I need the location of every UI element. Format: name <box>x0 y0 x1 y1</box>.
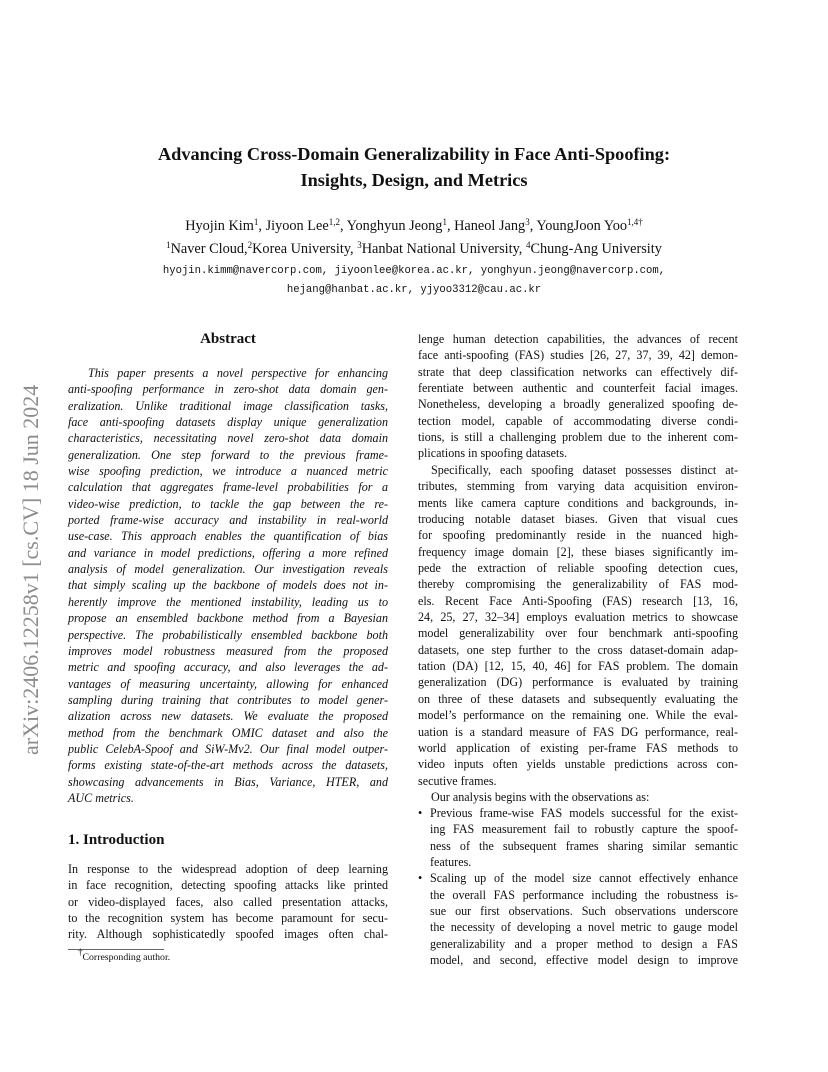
body-line: 24, 25, 27, 32–34] employs evaluation metrics to showcase <box>418 610 738 625</box>
author-block <box>60 215 768 261</box>
list-item-line: features. <box>430 855 472 870</box>
body-line: face anti-spoofing (FAS) studies [26, 27, 37, 39, 42] demon- <box>418 348 738 363</box>
author-separator: , <box>529 218 537 234</box>
abstract-heading: Abstract <box>200 331 256 347</box>
author-names <box>60 215 768 238</box>
abstract-line: eralization. Unlike traditional image classification tasks, <box>68 398 388 413</box>
introduction-paragraph <box>418 789 738 805</box>
abstract-line: This paper presents a novel perspective for enhancing <box>88 366 388 380</box>
abstract-body <box>68 365 388 806</box>
email-line: hejang@hanbat.ac.kr, yjyoo3312@cau.ac.kr <box>286 284 542 296</box>
abstract-line: characteristics, necessitating novel zero-shot data domain <box>68 431 388 446</box>
affiliation-separator: , <box>350 241 358 257</box>
body-line: tection model, capable of accommodating diverse condi- <box>418 413 738 428</box>
abstract-line: wise spoofing prediction, we introduce a nuanced metric <box>68 464 388 479</box>
abstract-line: use-case. This approach enables the quantification of bias <box>68 529 388 544</box>
abstract-line: alization across new datasets. We evaluate the proposed <box>68 709 388 724</box>
author-separator: , <box>258 218 266 234</box>
body-line: or video-displayed faces, also called presentation attacks, <box>68 894 388 909</box>
abstract-line: video-wise prediction, to tackle the gap between the re- <box>68 496 388 511</box>
author-affiliation-mark: 1,2 <box>328 217 340 227</box>
author-separator: , <box>446 218 455 234</box>
abstract-line: ported frame-wise accuracy and instability in real-world <box>68 513 388 528</box>
author-affiliations <box>60 238 768 261</box>
abstract-line: public CelebA-Spoof and SiW-Mv2. Our final model outper- <box>68 741 388 756</box>
body-line: to the recognition system has become paramount for secu- <box>68 911 388 926</box>
abstract-line: that simply scaling up the backbone of models does not in- <box>68 578 388 593</box>
abstract-line: forms existing state-of-the-art methods across the datasets, <box>68 758 388 773</box>
abstract-line: anti-spoofing performance in zero-shot data domain gen- <box>68 382 388 397</box>
author-name: Yonghyun Jeong <box>346 218 443 234</box>
body-line: secutive frames. <box>418 773 497 788</box>
abstract-line: and variance in model predictions, offering a more refined <box>68 545 388 560</box>
author-affiliation-mark: 3 <box>525 217 530 227</box>
affiliation-separator: , <box>518 241 526 257</box>
affiliation-name: Hanbat National University <box>361 241 519 257</box>
body-line: Nonetheless, developing a broadly generalized spoofing de- <box>418 397 738 412</box>
footnote-text: Corresponding author. <box>82 952 171 963</box>
introduction-paragraph <box>418 462 738 789</box>
list-item-line: Scaling up of the model size cannot effectively enhance <box>430 871 738 886</box>
body-line: tions, is still a challenging problem due to the inherent com- <box>418 430 738 445</box>
arxiv-identifier: arXiv:2406.12258v1 [cs.CV] 18 Jun 2024 <box>18 384 43 755</box>
body-line: strate that deep classification networks can effectively dif- <box>418 364 738 379</box>
body-line: In response to the widespread adoption of deep learning <box>68 862 388 876</box>
body-line: frequency image domain [2], these biases significantly im- <box>418 544 738 559</box>
abstract-line: sampling during training that contributes to model gener- <box>68 692 388 707</box>
body-line: lenge human detection capabilities, the advances of recent <box>418 332 738 346</box>
list-item-line: the necessity of developing a novel metric to gauge model <box>430 920 738 935</box>
list-item-line: the overall FAS performance including the robustness is- <box>430 887 738 902</box>
list-item-line: generalizability and a proper method to design a FAS <box>430 936 738 951</box>
affiliation-name: Naver Cloud <box>170 241 245 257</box>
list-item-line: model, and second, effective model design to improve <box>430 953 738 968</box>
section-heading-introduction: 1. Introduction <box>68 832 165 848</box>
author-affiliation-mark: 1 <box>442 217 447 227</box>
abstract-line: propose an ensembled backbone method from a Bayesian <box>68 611 388 626</box>
body-line: world application of existing per-frame FAS methods to <box>418 740 738 755</box>
body-line: model generalizability over four benchmark anti-spoofing <box>418 626 738 641</box>
body-line: ments like camera capture conditions and backgrounds, in- <box>418 495 738 510</box>
affiliation-separator: , <box>244 241 248 257</box>
list-item-line: sue our first observations. Such observations underscore <box>430 904 738 919</box>
body-line: video inputs often yields unstable predictions across con- <box>418 757 738 772</box>
abstract-line: calculation that aggregates frame-level probabilities for a <box>68 480 388 495</box>
affiliation-mark: 4 <box>525 240 531 250</box>
author-name: Hyojin Kim <box>185 218 254 234</box>
abstract-line: perspective. The probabilistically ensembled backbone both <box>68 627 388 642</box>
title-line: Insights, Design, and Metrics <box>300 170 528 190</box>
body-line: thereby compromising the generalizability of FAS mod- <box>418 577 738 592</box>
title-line: Advancing Cross-Domain Generalizability in Face Anti-Spoofing: <box>157 144 671 164</box>
paper-title <box>60 141 768 193</box>
observation-list <box>418 805 738 968</box>
bullet-icon: • <box>418 871 423 886</box>
abstract-line: AUC metrics. <box>68 790 134 805</box>
body-line: tation (DA) [12, 15, 40, 46] for FAS problem. The domain <box>418 659 738 674</box>
bullet-icon: • <box>418 806 423 820</box>
body-line: troducing notable dataset biases. Given that visual cues <box>418 512 738 527</box>
body-line: pede the extraction of reliable spoofing detection cues, <box>418 561 738 576</box>
affiliation-name: Korea University <box>252 241 351 257</box>
body-line: in face recognition, detecting spoofing attacks like printed <box>68 878 388 893</box>
email-line: hyojin.kimm@navercorp.com, jiyoonlee@korea.ac.kr, yonghyun.jeong@navercorp.com, <box>162 265 666 277</box>
body-line: els. Recent Face Anti-Spoofing (FAS) research [13, 16, <box>418 593 738 608</box>
abstract-line: method from the benchmark OMIC dataset and also the <box>68 725 388 740</box>
body-line: model’s performance on the remaining one. While the eval- <box>418 708 738 723</box>
author-name: Haneol Jang <box>454 218 526 234</box>
body-line: rity. Although sophisticatedly spoofed images often chal- <box>68 927 388 942</box>
author-name: Jiyoon Lee <box>265 218 329 234</box>
affiliation-mark: 1 <box>166 240 171 250</box>
abstract-line: face anti-spoofing datasets display unique generalization <box>68 415 388 430</box>
affiliation-mark: 2 <box>247 240 253 250</box>
body-line: Our analysis begins with the observations as: <box>431 790 650 804</box>
affiliation-mark: 3 <box>357 240 362 250</box>
body-line: uation is a standard measure of FAS DG performance, real- <box>418 724 738 739</box>
abstract-line: showcasing advancements in Bias, Variance, HTER, and <box>68 774 388 789</box>
affiliation-name: Chung-Ang University <box>530 241 662 257</box>
body-line: datasets, one step further to the cross dataset-domain adap- <box>418 642 738 657</box>
body-line: Specifically, each spoofing dataset possesses distinct at- <box>431 463 738 477</box>
list-item-line: Previous frame-wise FAS models successful for the exist- <box>430 806 738 820</box>
abstract-line: herently improve the mentioned instability, leading us to <box>68 594 388 609</box>
list-item-line: ing FAS measurement fail to robustly capture the spoof- <box>430 822 738 837</box>
body-line: for spoofing predominantly reside in the nuanced high- <box>418 528 738 543</box>
author-name: YoungJoon Yoo <box>536 218 628 234</box>
body-line: plications in spoofing datasets. <box>418 446 568 461</box>
body-line: generalization (DG) performance is evaluated by training <box>418 675 738 690</box>
author-affiliation-mark: 1,4† <box>627 217 643 227</box>
introduction-paragraph <box>68 861 388 943</box>
introduction-paragraph <box>418 331 738 462</box>
footnote <box>78 947 171 963</box>
footnote-mark: † <box>78 947 83 957</box>
author-emails <box>60 262 768 300</box>
abstract-line: vantages of measuring uncertainty, allowing for enhanced <box>68 676 388 691</box>
body-line: tributes, stemming from varying data acquisition environ- <box>418 479 738 494</box>
list-item <box>418 870 738 968</box>
abstract-line: metric and spoofing accuracy, and also leverages the ad- <box>68 660 388 675</box>
body-line: ferentiate between authentic and counterfeit facial images. <box>418 381 738 396</box>
body-line: on three of these datasets and subsequently evaluating the <box>418 691 738 706</box>
author-affiliation-mark: 1 <box>253 217 259 227</box>
abstract-line: analysis of model generalization. Our investigation reveals <box>68 562 388 577</box>
abstract-line: improves model robustness measured from the proposed <box>68 643 388 658</box>
list-item-line: ness of the subsequent frames sharing similar semantic <box>430 838 738 853</box>
abstract-line: generalization. One step forward to the previous frame- <box>68 447 388 462</box>
list-item <box>418 805 738 870</box>
author-separator: , <box>339 218 347 234</box>
